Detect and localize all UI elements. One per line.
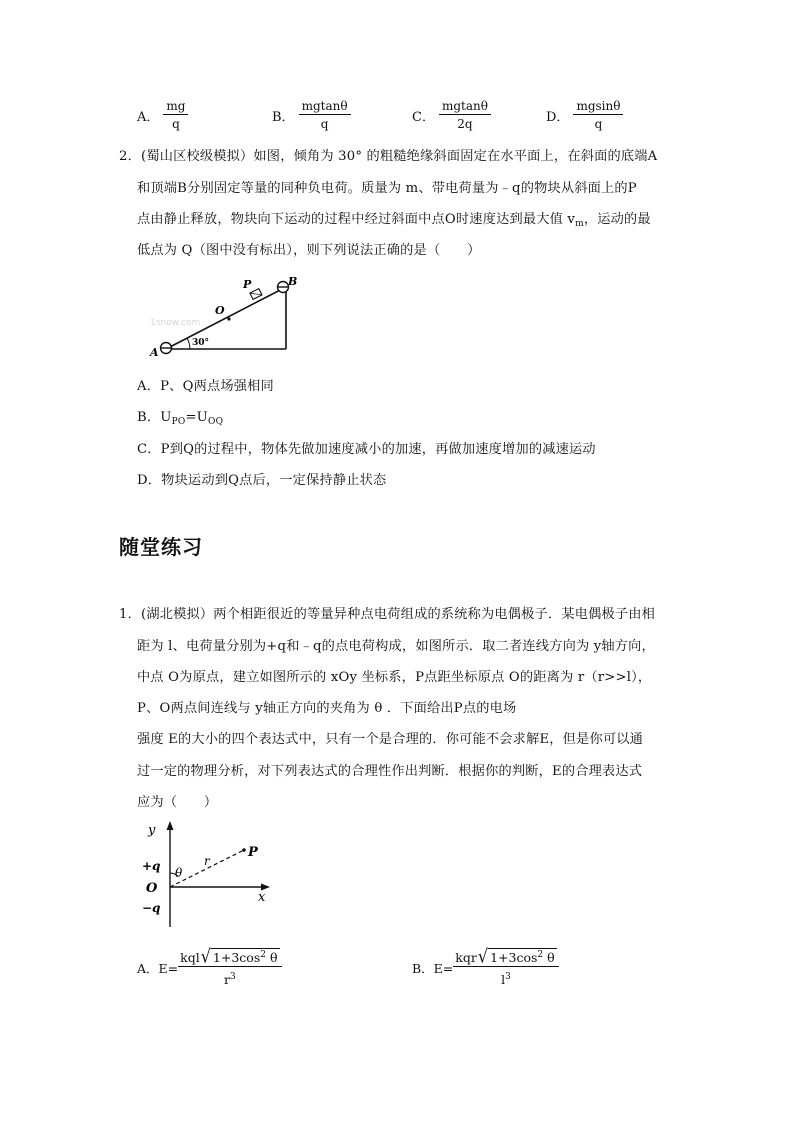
option-label: A．E= [137,960,179,976]
q2-option-d: D．物块运动到Q点后，一定保持静止状态 [137,473,387,488]
fraction [163,99,188,131]
q2-line-1: 2．(蜀山区校级模拟）如图，倾角为 30° 的粗糙绝缘斜面固定在水平面上，在斜面的底端A [119,149,658,164]
option-label: A． [137,109,160,125]
exponent: 2 [537,950,544,960]
exponent: 2 [260,950,266,960]
y-axis-arrow-icon [167,821,174,830]
den-exponent: 3 [505,972,511,982]
radicand [488,948,557,964]
p1-line-6: 过一定的物理分析，对下列表达式的合理性作出判断．根据你的判断，E的合理表达式 [137,764,643,779]
sqrt-icon: √ $1+3\cos^2$ θ [477,945,555,968]
theta: θ [547,950,555,965]
label-a: A [150,346,159,359]
option-b-top [272,99,351,131]
radicand-text: 1+3cos [212,950,261,965]
den-base: l [501,972,506,987]
q2-option-b-u: B．U [137,410,172,425]
numerator: mgsinθ [573,99,623,115]
angle-arc [187,338,190,349]
den-exponent: 3 [229,972,236,982]
formula-fraction [453,945,558,987]
subscript-m: m [575,219,584,229]
p1-option-b [412,945,559,987]
option-a-top [137,99,188,131]
option-label: D． [546,109,570,125]
numerator [178,945,281,968]
q2-option-b-eq: =U [185,410,209,425]
q2-option-b [137,406,223,427]
p1-line-5: 强度 E的大小的四个表达式中，只有一个是合理的．你可能不会求解E，但是你可以通 [137,732,643,747]
section-title: 随堂练习 [119,535,203,559]
q2-line-2: 和顶端B分别固定等量的同种负电荷。质量为 m、带电荷量为﹣q的物块从斜面上的P [137,181,637,196]
label-plus-q: +q [142,859,161,873]
label-p: P [248,845,258,860]
option-d-top [546,99,623,131]
num-prefix: kqr [455,950,477,965]
q2-line-3-text: 点由静止释放，物块向下运动的过程中经过斜面中点O时速度达到最大值 v [137,212,576,227]
radicand [211,948,280,964]
fraction [299,99,351,131]
numerator: mgtanθ [439,99,491,115]
fraction [573,99,623,131]
label-x: x [258,890,266,905]
fraction [439,99,491,131]
numerator: mg [163,99,188,115]
label-p: P [243,278,252,291]
option-c-top [412,99,491,131]
dipole-figure [140,815,280,930]
midpoint-o-dot [227,317,230,320]
label-minus-q: −q [142,901,161,915]
denominator: q [172,117,180,131]
numerator: mgtanθ [299,99,351,115]
option-label: C． [412,109,435,125]
point-p-dot [242,848,246,852]
block-p-icon [250,289,262,300]
theta: θ [269,950,278,965]
subscript-po: PO [171,417,186,427]
label-o: O [215,304,225,317]
denominator [501,967,511,987]
den-base: r [223,972,230,987]
option-label: B．E= [412,960,454,976]
numerator [453,945,558,968]
denominator: 2q [457,117,473,131]
q2-line-3-tail: ，运动的最 [583,212,651,227]
p1-line-7: 应为（ ） [137,795,218,810]
label-theta: θ [175,866,183,880]
p1-option-a [137,945,282,987]
radicand-text: 1+3cos [490,950,538,965]
angle-label: 30° [192,338,210,348]
label-r: r [204,854,210,868]
q2-option-a: A．P、Q两点场强相同 [137,379,274,394]
q2-option-c: C．P到Q的过程中，物体先做加速度减小的加速，再做加速度增加的减速运动 [137,442,596,457]
num-prefix: kql [180,950,200,965]
denominator: q [594,117,603,131]
option-label: B． [272,109,295,125]
label-y: y [148,823,156,838]
figure-watermark: 1snow.com [150,318,201,328]
subscript-oq: OQ [208,417,224,427]
q2-line-4: 低点为 Q（图中没有标出），则下列说法正确的是（ ） [137,243,481,258]
incline-figure [140,268,310,363]
label-o: O [146,881,158,896]
p1-line-2: 距为 l、电荷量分别为+q和﹣q的点电荷构成，如图所示．取二者连线方向为 y轴方向， [137,639,655,654]
sqrt-icon: √ $1+3\cos^2$ θ [200,945,278,968]
p1-line-4: P、O两点间连线与 y轴正方向的夹角为 θ ．下面给出P点的电场 [137,701,517,716]
p1-line-1: 1．(湖北模拟）两个相距很近的等量异种点电荷组成的系统称为电偶极子．某电偶极子由相 [119,607,656,622]
denominator: q [320,117,329,131]
formula-fraction [178,945,281,987]
p1-line-3: 中点 O为原点，建立如图所示的 xOy 坐标系，P点距坐标原点 O的距离为 r（r>>l）， [137,670,652,685]
label-b: B [288,275,298,288]
q2-line-3 [137,208,651,229]
denominator [224,967,236,987]
